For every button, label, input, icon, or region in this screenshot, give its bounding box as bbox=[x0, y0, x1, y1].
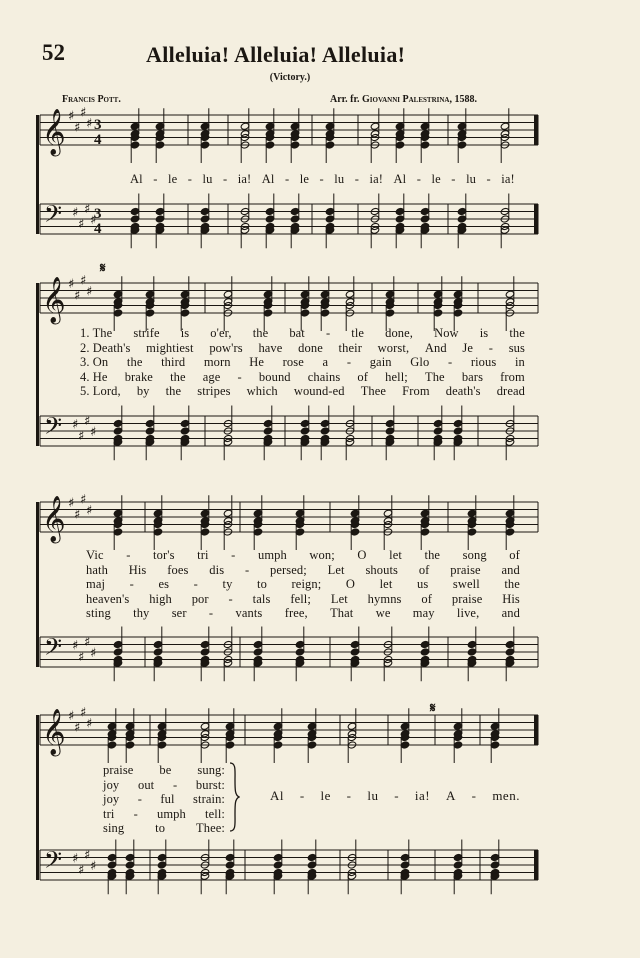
lyric-syllable: shouts bbox=[365, 562, 398, 577]
arranger-name: Giovanni Palestrina bbox=[362, 94, 450, 105]
verse-line bbox=[86, 548, 520, 563]
lyric-syllable: por bbox=[191, 591, 209, 606]
refrain-lyrics bbox=[270, 788, 520, 804]
lyric-syllable: and bbox=[501, 562, 520, 577]
lyric-syllable: have bbox=[258, 340, 283, 355]
lyric-syllable: which bbox=[246, 384, 278, 398]
lyric-syllable: - bbox=[284, 172, 290, 186]
lyric-syllable: let bbox=[379, 577, 393, 591]
arranger-year: , 1588. bbox=[449, 94, 477, 105]
lyric-syllable: in bbox=[514, 355, 525, 369]
sharp-icon: ♯ bbox=[68, 109, 75, 124]
lyric-syllable: brake bbox=[124, 369, 153, 384]
bass-clef-icon: 𝄢 bbox=[44, 633, 63, 666]
lyric-syllable: foes bbox=[167, 562, 189, 577]
lyric-syllable: His bbox=[502, 591, 520, 606]
lyric-syllable: is bbox=[180, 326, 190, 340]
lyric-syllable: the bbox=[252, 326, 269, 340]
sharp-icon: ♯ bbox=[68, 277, 75, 292]
lyric-syllable: by bbox=[136, 384, 150, 398]
lyric-syllable: stripes bbox=[197, 384, 231, 398]
final-barline bbox=[534, 115, 538, 145]
time-signature-bottom: 4 bbox=[94, 221, 102, 237]
lyric-syllable: - bbox=[416, 172, 422, 186]
lyric-syllable: from bbox=[500, 369, 525, 384]
lyric-syllable: death's bbox=[445, 384, 481, 398]
verse-line bbox=[80, 355, 525, 370]
lyric-syllable: the bbox=[509, 326, 525, 340]
lyric-syllable: sus bbox=[508, 340, 525, 355]
lyric-syllable: heaven's bbox=[86, 591, 130, 606]
lyric-syllable: umph bbox=[157, 806, 186, 821]
lyric-syllable: tell: bbox=[205, 806, 225, 821]
lyric-syllable: 2. Death's bbox=[80, 340, 131, 355]
sharp-icon: ♯ bbox=[80, 273, 87, 289]
lyric-syllable: maj bbox=[86, 577, 106, 591]
lyric-syllable: umph bbox=[257, 548, 287, 562]
sharp-icon: ♯ bbox=[74, 507, 81, 523]
lyric-syllable: lu bbox=[334, 172, 345, 186]
lyric-syllable: joy bbox=[103, 792, 120, 806]
sharp-icon: ♯ bbox=[72, 205, 79, 221]
lyric-syllable: sting bbox=[86, 606, 111, 620]
segno-mark-end: 𝄋 bbox=[430, 700, 436, 715]
lyric-syllable: age bbox=[202, 369, 221, 384]
lyric-syllable: le bbox=[320, 788, 331, 803]
lyric-syllable: - bbox=[208, 606, 214, 620]
lyric-syllable: - bbox=[187, 172, 193, 186]
lyric-syllable: A bbox=[445, 788, 456, 803]
lyric-syllable: done bbox=[298, 340, 323, 355]
lyric-syllable: strain: bbox=[193, 792, 225, 806]
verse-line bbox=[103, 778, 225, 793]
lyric-syllable: Now bbox=[434, 326, 459, 340]
bass-clef-icon: 𝄢 bbox=[44, 200, 63, 233]
verse-line bbox=[103, 763, 225, 778]
lyric-syllable: And bbox=[424, 340, 447, 355]
lyric-syllable: sung: bbox=[197, 763, 225, 777]
verse-line bbox=[86, 606, 520, 621]
lyric-syllable: - bbox=[486, 172, 491, 186]
lyric-syllable: fell; bbox=[290, 591, 311, 606]
lyric-syllable: of bbox=[357, 369, 369, 384]
sharp-icon: ♯ bbox=[86, 116, 93, 132]
verse-line bbox=[80, 370, 525, 385]
lyric-syllable: Vic bbox=[86, 548, 104, 562]
lyric-syllable: Thee: bbox=[196, 821, 225, 835]
lyric-syllable: O bbox=[357, 548, 367, 562]
final-barline bbox=[534, 850, 538, 880]
lyric-syllable: live, bbox=[456, 606, 480, 620]
final-barline bbox=[534, 715, 538, 745]
sharp-icon: ♯ bbox=[74, 120, 81, 136]
lyric-syllable: morn bbox=[203, 355, 231, 369]
lyric-syllable: pow'rs bbox=[209, 340, 243, 355]
lyric-syllable: thy bbox=[133, 606, 150, 620]
verse-line bbox=[103, 792, 225, 807]
lyric-syllable: the bbox=[165, 384, 182, 398]
hymn-title: Alleluia! Alleluia! Alleluia! bbox=[146, 42, 406, 67]
lyric-syllable: hell; bbox=[385, 369, 408, 384]
lyric-syllable: dis bbox=[209, 562, 225, 577]
lyric-syllable: ia! bbox=[369, 172, 384, 186]
sharp-icon: ♯ bbox=[78, 862, 85, 878]
sharp-icon: ♯ bbox=[90, 859, 97, 874]
lyric-syllable: - bbox=[222, 172, 228, 186]
lyric-syllable: lu bbox=[202, 172, 213, 186]
lyric-syllable: may bbox=[412, 606, 435, 620]
lyric-syllable: vants bbox=[235, 606, 263, 620]
lyric-syllable: tle bbox=[351, 326, 365, 340]
lyric-syllable: - bbox=[299, 788, 305, 803]
sharp-icon: ♯ bbox=[78, 428, 85, 444]
lyric-syllable: 3. On bbox=[80, 355, 109, 369]
lyric-syllable: dread bbox=[496, 384, 525, 398]
system-bracket bbox=[36, 502, 39, 667]
sharp-icon: ♯ bbox=[72, 638, 79, 654]
treble-clef-icon: 𝄞 bbox=[42, 496, 66, 542]
lyric-syllable: high bbox=[149, 591, 172, 606]
lyric-syllable: joy bbox=[103, 777, 120, 792]
lyric-syllable: of bbox=[418, 562, 430, 577]
sharp-icon: ♯ bbox=[84, 634, 91, 650]
sharp-icon: ♯ bbox=[78, 649, 85, 665]
verse-line bbox=[80, 384, 525, 399]
lyric-syllable: sing bbox=[103, 821, 125, 835]
sharp-icon: ♯ bbox=[80, 705, 87, 721]
lyric-syllable: 4. He bbox=[80, 369, 108, 384]
lyric-syllable: is bbox=[479, 326, 489, 340]
lyric-syllable: tri bbox=[103, 806, 115, 821]
lyric-syllable: of bbox=[421, 591, 433, 606]
lyric-syllable: we bbox=[375, 606, 391, 620]
lyric-syllable: From bbox=[402, 384, 430, 398]
sharp-icon: ♯ bbox=[90, 425, 97, 440]
lyric-syllable: praise bbox=[450, 562, 481, 577]
lyric-syllable: bound bbox=[258, 369, 291, 384]
lyric-syllable: Thee bbox=[360, 384, 387, 398]
lyric-syllable: ser bbox=[171, 606, 187, 620]
sharp-icon: ♯ bbox=[68, 496, 75, 511]
lyric-syllable: - bbox=[471, 788, 477, 803]
intro-lyrics bbox=[130, 172, 515, 187]
lyric-syllable: - bbox=[126, 548, 131, 562]
verse-line bbox=[86, 577, 520, 592]
lyric-syllable: rose bbox=[282, 355, 304, 369]
lyric-syllable: 5. Lord, bbox=[80, 384, 121, 398]
sharp-icon: ♯ bbox=[80, 492, 87, 508]
lyric-syllable: out bbox=[137, 777, 155, 792]
lyric-syllable: - bbox=[172, 777, 178, 792]
system-bracket bbox=[36, 283, 39, 446]
lyric-syllable: done, bbox=[385, 326, 414, 340]
sharp-icon: ♯ bbox=[86, 284, 93, 300]
lyric-syllable: be bbox=[159, 763, 172, 777]
sharp-icon: ♯ bbox=[78, 216, 85, 232]
lyric-syllable: reign; bbox=[291, 577, 322, 591]
lyric-syllable: - bbox=[237, 369, 242, 384]
lyric-syllable: es bbox=[158, 577, 170, 591]
lyric-syllable: - bbox=[451, 172, 456, 186]
lyric-syllable: Al bbox=[270, 788, 284, 803]
lyric-syllable: the bbox=[504, 577, 520, 591]
lyric-syllable: their bbox=[338, 340, 362, 355]
hymn-number: 52 bbox=[42, 40, 65, 65]
bass-clef-icon: 𝄢 bbox=[44, 412, 63, 445]
lyric-syllable: tri bbox=[197, 548, 209, 562]
lyric-syllable: third bbox=[161, 355, 186, 369]
lyric-syllable: won; bbox=[309, 548, 335, 562]
lyric-syllable: O bbox=[345, 577, 356, 591]
sharp-icon: ♯ bbox=[84, 413, 91, 429]
segno-mark: 𝄋 bbox=[100, 260, 106, 275]
lyric-syllable: - bbox=[346, 788, 352, 803]
lyric-syllable: Glo bbox=[410, 355, 430, 369]
lyric-syllable: 1. The bbox=[80, 326, 113, 340]
lyric-syllable: ia! bbox=[237, 172, 252, 186]
lyric-syllable: - bbox=[231, 548, 236, 562]
verse-line bbox=[80, 341, 525, 356]
time-signature-top: 3 bbox=[94, 117, 102, 133]
lyric-syllable: rious bbox=[470, 355, 497, 369]
lyric-syllable: chains bbox=[307, 369, 341, 384]
lyric-syllable: Al bbox=[130, 172, 143, 186]
treble-clef-icon: 𝄞 bbox=[42, 709, 66, 755]
lyric-syllable: mightiest bbox=[146, 340, 194, 355]
lyric-syllable: - bbox=[447, 355, 453, 369]
lyric-syllable: ful bbox=[160, 792, 175, 806]
lyric-syllable: persed; bbox=[270, 562, 307, 577]
lyric-syllable: bars bbox=[461, 369, 484, 384]
lyric-syllable: - bbox=[137, 792, 142, 806]
lyric-syllable: swell bbox=[452, 577, 480, 591]
lyric-syllable: o'er, bbox=[210, 326, 232, 340]
lyric-syllable: - bbox=[228, 591, 233, 606]
lyric-syllable: worst, bbox=[377, 340, 410, 355]
verse-line bbox=[80, 326, 525, 341]
verse-line bbox=[103, 807, 225, 822]
lyric-syllable: His bbox=[128, 562, 147, 577]
lyric-syllable: the bbox=[126, 355, 143, 369]
verse-line bbox=[86, 563, 520, 578]
sharp-icon: ♯ bbox=[84, 847, 91, 863]
sharp-icon: ♯ bbox=[74, 288, 81, 304]
verse-line bbox=[86, 592, 520, 607]
lyric-syllable: strife bbox=[133, 326, 160, 340]
lyric-syllable: gain bbox=[369, 355, 392, 369]
treble-clef-icon: 𝄞 bbox=[42, 109, 66, 155]
lyric-syllable: free, bbox=[284, 606, 308, 620]
lyric-syllable: a bbox=[322, 355, 329, 369]
sharp-icon: ♯ bbox=[90, 213, 97, 228]
sharp-icon: ♯ bbox=[80, 105, 87, 121]
lyric-syllable: Let bbox=[327, 562, 345, 577]
bass-clef-icon: 𝄢 bbox=[44, 846, 63, 879]
lyric-syllable: the bbox=[424, 548, 441, 562]
lyric-syllable: ia! bbox=[414, 788, 431, 803]
brace-icon bbox=[228, 762, 240, 832]
lyric-syllable: Je bbox=[462, 340, 474, 355]
arranger-credit bbox=[330, 94, 477, 105]
lyric-syllable: The bbox=[424, 369, 445, 384]
author-credit: Francis Pott. bbox=[62, 94, 121, 105]
time-signature-top: 3 bbox=[94, 206, 102, 222]
lyric-syllable: hymns bbox=[367, 591, 402, 606]
lyric-syllable: tals bbox=[252, 591, 271, 606]
treble-clef-icon: 𝄞 bbox=[42, 277, 66, 323]
lyric-syllable: tor's bbox=[153, 548, 175, 562]
lyric-syllable: song bbox=[462, 548, 487, 562]
lyric-syllable: to bbox=[257, 577, 267, 591]
lyric-syllable: bat bbox=[289, 326, 305, 340]
lyric-syllable: the bbox=[170, 369, 186, 384]
lyric-syllable: le bbox=[299, 172, 309, 186]
lyric-syllable: praise bbox=[451, 591, 483, 606]
lyric-syllable: - bbox=[354, 172, 360, 186]
lyric-syllable: of bbox=[509, 548, 520, 562]
tune-name: (Victory.) bbox=[269, 72, 311, 83]
lyric-syllable: - bbox=[153, 172, 158, 186]
lyric-syllable: - bbox=[346, 355, 352, 369]
sharp-icon: ♯ bbox=[90, 646, 97, 661]
lyric-syllable: le bbox=[431, 172, 441, 186]
lyric-syllable: men. bbox=[492, 788, 520, 803]
lyric-syllable: and bbox=[501, 606, 520, 620]
system-bracket bbox=[36, 715, 39, 880]
lyric-syllable: - bbox=[133, 806, 138, 821]
lyric-syllable: He bbox=[249, 355, 265, 369]
lyric-syllable: - bbox=[319, 172, 324, 186]
verse-line bbox=[103, 821, 225, 836]
sharp-icon: ♯ bbox=[72, 417, 79, 433]
final-barline bbox=[534, 204, 538, 234]
sharp-icon: ♯ bbox=[86, 503, 93, 519]
lyric-syllable: lu bbox=[466, 172, 476, 186]
lyric-syllable: - bbox=[244, 562, 250, 577]
lyric-syllable: praise bbox=[103, 763, 134, 777]
lyric-syllable: let bbox=[389, 548, 402, 562]
sharp-icon: ♯ bbox=[72, 851, 79, 867]
lyric-syllable: - bbox=[488, 340, 494, 355]
lyric-syllable: That bbox=[330, 606, 354, 620]
lyric-syllable: Let bbox=[330, 591, 348, 606]
time-signature-bottom: 4 bbox=[94, 132, 102, 148]
lyric-syllable: - bbox=[193, 577, 198, 591]
lyric-syllable: to bbox=[155, 821, 166, 835]
lyric-syllable: - bbox=[129, 577, 134, 591]
lyric-syllable: lu bbox=[367, 788, 379, 803]
lyric-syllable: hath bbox=[86, 562, 108, 577]
lyric-syllable: ia! bbox=[501, 172, 515, 186]
lyric-syllable: Al bbox=[393, 172, 407, 186]
lyric-syllable: wound-ed bbox=[293, 384, 345, 398]
sharp-icon: ♯ bbox=[68, 709, 75, 724]
lyric-syllable: ty bbox=[222, 577, 233, 591]
lyric-syllable: us bbox=[416, 577, 429, 591]
sharp-icon: ♯ bbox=[84, 201, 91, 217]
arranger-prefix: Arr. fr. bbox=[330, 94, 360, 105]
lyric-syllable: le bbox=[168, 172, 178, 186]
lyric-syllable: - bbox=[394, 788, 400, 803]
sharp-icon: ♯ bbox=[74, 720, 81, 736]
lyric-syllable: - bbox=[325, 326, 331, 340]
system-bracket bbox=[36, 115, 39, 234]
lyric-syllable: burst: bbox=[195, 777, 225, 792]
sharp-icon: ♯ bbox=[86, 716, 93, 732]
lyric-syllable: Al bbox=[261, 172, 275, 186]
